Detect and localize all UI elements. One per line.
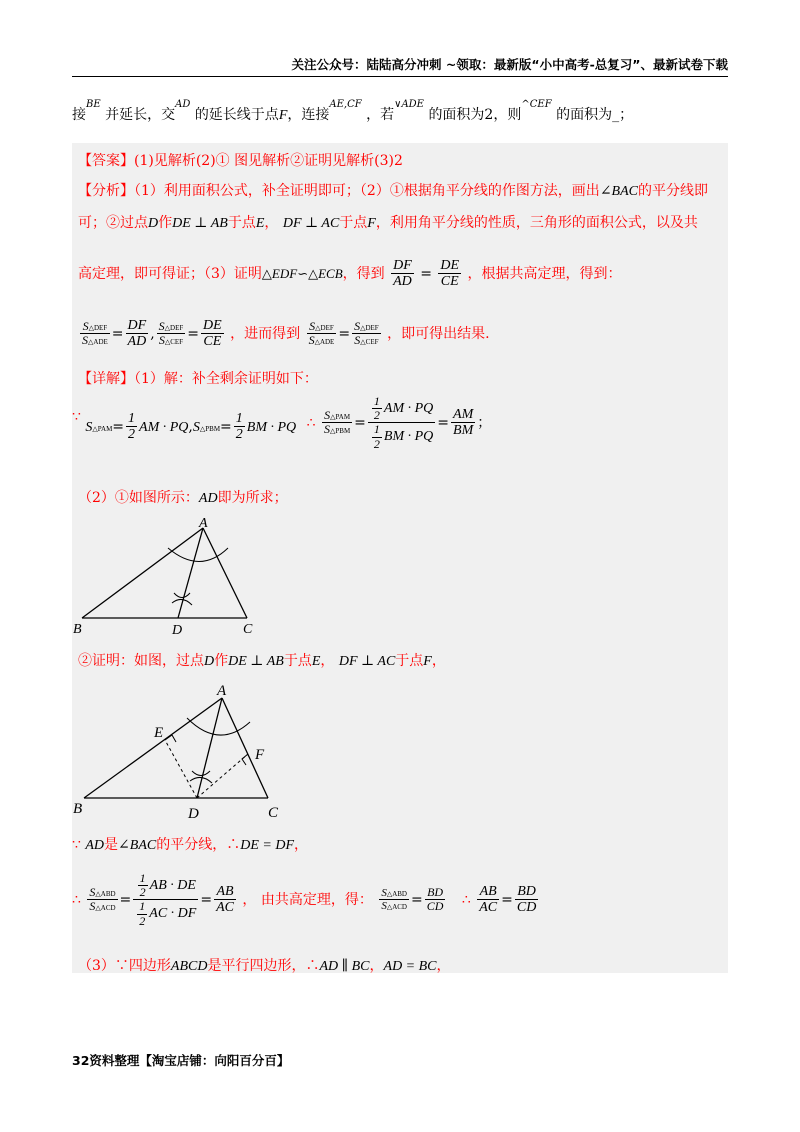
page-number: 32 — [72, 1053, 90, 1068]
analysis-frac-de-ce-2: $\frac{DE}{CE}$ — [202, 318, 222, 350]
detail-heading: 【详解】（1）解：补全剩余证明如下： — [78, 371, 318, 387]
detail-equation-line: ∵ S△PAM= $\frac{1}{2}$ AM · PQ,S△PBM= $\frac{1}{2}$ BM · PQ ∴ $\frac{\text{S△PAM}}{\text{S△PBM}}$ = $\frac{1}{2}$ AM · PQ $\frac{1}{2}$ BM · PQ = $\frac{AM}{BM}$ ； — [72, 394, 492, 451]
analysis-e: E — [255, 216, 265, 231]
analysis-frac-df-ad-2: $\frac{DF}{AD}$ — [127, 318, 147, 350]
analysis-frac-s4: $\frac{\text{S△DEF}}{\text{S△CEF}}$ — [354, 319, 379, 348]
fig2-label-a: A — [217, 683, 227, 699]
question-line — [72, 99, 634, 124]
fig2-label-d: D — [188, 806, 199, 822]
q-text-4: ，连接 — [287, 107, 330, 123]
fig1-label-b: B — [73, 622, 82, 637]
analysis-line-1 — [78, 180, 708, 200]
analysis-d: D — [148, 216, 159, 231]
q-cef: ^CEF — [521, 99, 552, 110]
part2-line-1: （2）①如图所示：AD即为所求； — [78, 490, 288, 506]
fig1-label-a: A — [199, 516, 208, 531]
analysis-line-4: $\frac{\text{S△DEF}}{\text{S△ADE}}$ = $\frac{DF}{AD}$ , $\frac{\text{S△DEF}}{\text{S△CEF}}$ = $\frac{DE}{CE}$ ，进而得到 $\frac{\text{S△DEF}}{\text{S△ADE}}$ = $\frac{\text{S△DEF}}{\text{S△CEF}}$ ，即可得出结果. — [82, 318, 490, 350]
header-divider — [72, 76, 728, 77]
analysis-frac-df-ad: $\frac{DF}{AD}$ — [393, 258, 412, 290]
therefore-symbol: ∴ — [306, 414, 316, 431]
analysis-text-1a: 【分析】（1）利用面积公式，补全证明即可；（2）①根据角平分线的作图方法，画出 — [78, 183, 600, 199]
q-aecf: AE,CF — [329, 99, 362, 110]
q-ad: AD — [175, 99, 191, 110]
analysis-bac: ∠BAC — [599, 184, 638, 199]
analysis-sim: △EDF∽△ECB — [261, 265, 343, 281]
analysis-f: F — [367, 216, 376, 231]
fig2-label-c: C — [268, 805, 279, 821]
analysis-frac-s3: $\frac{\text{S△DEF}}{\text{S△ADE}}$ — [308, 319, 335, 348]
footer-text: 资料整理【淘宝店铺：向阳百分百】 — [89, 1053, 290, 1068]
analysis-text-3b: ，得到 — [342, 265, 385, 282]
analysis-text-2f: ，利用角平分线的性质，三角形的面积公式，以及共 — [375, 215, 698, 231]
analysis-text-3c: ，根据共高定理，得到： — [467, 265, 622, 282]
fig2-label-b: B — [73, 801, 83, 817]
figure-1-angle-bisector — [72, 515, 258, 640]
fig2-label-e: E — [154, 725, 164, 741]
analysis-text-2b: 作 — [158, 215, 173, 231]
analysis-frac-s1: $\frac{\text{S△DEF}}{\text{S△ADE}}$ — [82, 319, 108, 348]
q-text-7: 的面积为_； — [556, 107, 634, 123]
page-header: 关注公众号：陆陆高分冲刺 ~领取：最新版“小中高考-总复习”、最新试卷下载 — [291, 57, 728, 72]
part3-line: （3）∵四边形ABCD是平行四边形，∴AD ∥ BC，AD = BC， — [78, 958, 451, 974]
page-footer — [72, 1051, 289, 1069]
q-text-2: 并延长，交 — [105, 107, 176, 123]
fig2-label-f: F — [255, 747, 265, 763]
analysis-text-3a: 高定理，即可得证；（3）证明 — [78, 265, 262, 282]
q-text-3: 的延长线于点 — [194, 107, 279, 123]
part2-line-2: ②证明：如图，过点D作DE ⊥ AB于点E， DF ⊥ AC于点F， — [78, 653, 446, 669]
answer-line: 【答案】(1)见解析(2)① 图见解析②证明见解析(3)2 — [78, 153, 403, 169]
analysis-text-2a: 可；②过点 — [78, 215, 148, 231]
analysis-line-2 — [78, 212, 698, 232]
analysis-text-1b: 的平分线即 — [637, 183, 708, 199]
analysis-text-4b: ，即可得出结果. — [387, 325, 490, 342]
q-text-5: ，若 — [366, 107, 395, 123]
analysis-line-3: 高定理，即可得证；（3）证明△EDF∽△ECB，得到 $\frac{DF}{AD}$ = $\frac{DE}{CE}$ ，根据共高定理，得到： — [78, 258, 622, 290]
q-f: F — [278, 108, 288, 123]
fig1-label-c: C — [243, 622, 253, 637]
q-text-1: 接 — [72, 107, 86, 123]
part2-line-3: ∵ AD是∠BAC的平分线，∴DE = DF， — [72, 837, 308, 853]
part2-line-4: ∴ $\frac{\text{S△ABD}}{\text{S△ACD}}$ = $\frac{1}{2}$ AB · DE $\frac{1}{2}$ AC · DF = $\frac{AB}{AC}$ ， 由共高定理，得： $\frac{\text{S△ABD}}{\text{S△ACD}}$ = $\frac{BD}{CD}$ ∴ $\frac{AB}{AC}$ = $\frac{BD}{CD}$ — [72, 871, 537, 928]
analysis-df-ac: DF ⊥ AC — [282, 216, 340, 231]
fig1-label-d: D — [172, 623, 183, 638]
analysis-text-2c: 于点 — [227, 215, 256, 231]
analysis-de-ab: DE ⊥ AB — [172, 216, 228, 231]
q-ade: ∨ADE — [394, 99, 424, 110]
analysis-frac-s2: $\frac{\text{S△DEF}}{\text{S△CEF}}$ — [158, 319, 184, 348]
analysis-text-4a: ，进而得到 — [230, 325, 301, 342]
analysis-text-2d: ， — [264, 215, 279, 231]
s-pbm: S△PBM — [192, 419, 221, 435]
analysis-frac-de-ce: $\frac{DE}{CE}$ — [440, 258, 460, 290]
s-pam: S△PAM — [85, 419, 113, 435]
analysis-text-2e: 于点 — [339, 215, 368, 231]
figure-2-perpendiculars — [72, 680, 284, 822]
q-text-6: 的面积为2，则 — [428, 107, 522, 123]
q-be: BE — [86, 99, 101, 110]
because-symbol: ∵ — [72, 408, 81, 425]
